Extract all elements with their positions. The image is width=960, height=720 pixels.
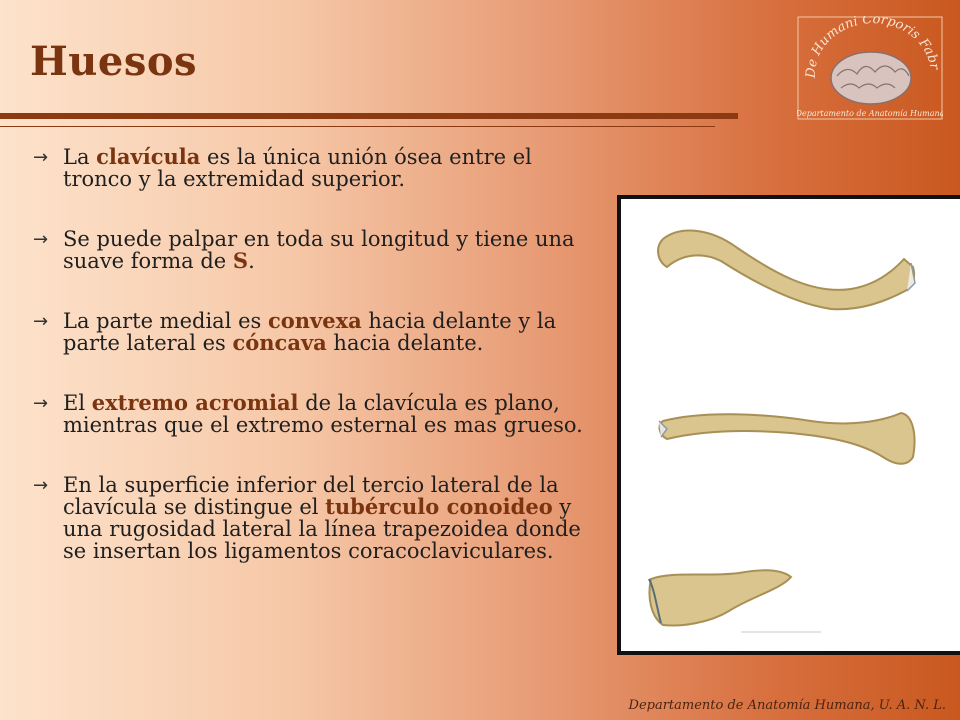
bullet-item [33, 228, 603, 272]
bullet-text: es la única unión ósea entre el tronco y la extremidad superior. [63, 145, 532, 191]
highlighted-term: clavícula [96, 144, 201, 169]
highlighted-term: extremo acromial [91, 390, 299, 415]
clavicle-inferior-view-icon [649, 570, 821, 632]
clavicle-top-view-icon [658, 231, 915, 310]
logo-caption: Departamento de Anatomía Humana [797, 109, 943, 118]
arrow-right-icon: → [33, 475, 49, 496]
bullet-text: El [63, 391, 92, 415]
bullet-text: de la clavícula es plano, mientras que el extremo esternal es mas grueso. [63, 391, 583, 437]
title-rule-thin [0, 126, 715, 127]
department-logo [797, 16, 943, 120]
arrow-right-icon: → [33, 311, 49, 332]
clavicle-figure [617, 195, 960, 655]
bullet-item [33, 474, 603, 562]
footer-credit: Departamento de Anatomía Humana, U. A. N. L. [628, 698, 946, 713]
brain-icon [831, 52, 911, 104]
bullet-text: En la superficie inferior del tercio lateral de la clavícula se distingue el [63, 473, 559, 519]
bullet-item [33, 146, 603, 190]
bullet-text: hacia delante y la parte lateral es [63, 309, 557, 355]
bullet-item [33, 310, 603, 354]
bullet-text: y una rugosidad lateral la línea trapezoidea donde se insertan los ligamentos coracoclaviculares. [63, 495, 581, 563]
highlighted-term: convexa [267, 308, 362, 333]
title-rule-thick [0, 113, 738, 119]
highlighted-term: S [232, 248, 249, 273]
arrow-right-icon: → [33, 229, 49, 250]
bullet-text: hacia delante. [326, 331, 484, 355]
bullet-list [33, 146, 603, 600]
bullet-text: Se puede palpar en toda su longitud y tiene una suave forma de [63, 227, 575, 273]
logo-text: De Humani Corporis Fabr [803, 16, 942, 79]
bullet-text: La [63, 145, 97, 169]
highlighted-term: tubérculo conoideo [325, 494, 553, 519]
slide-title: Huesos [30, 38, 198, 85]
bullet-text: . [248, 249, 255, 273]
bullet-text: La parte medial es [63, 309, 268, 333]
arrow-right-icon: → [33, 147, 49, 168]
arrow-right-icon: → [33, 393, 49, 414]
bullet-item [33, 392, 603, 436]
clavicle-front-view-icon [659, 413, 915, 464]
highlighted-term: cóncava [232, 330, 327, 355]
